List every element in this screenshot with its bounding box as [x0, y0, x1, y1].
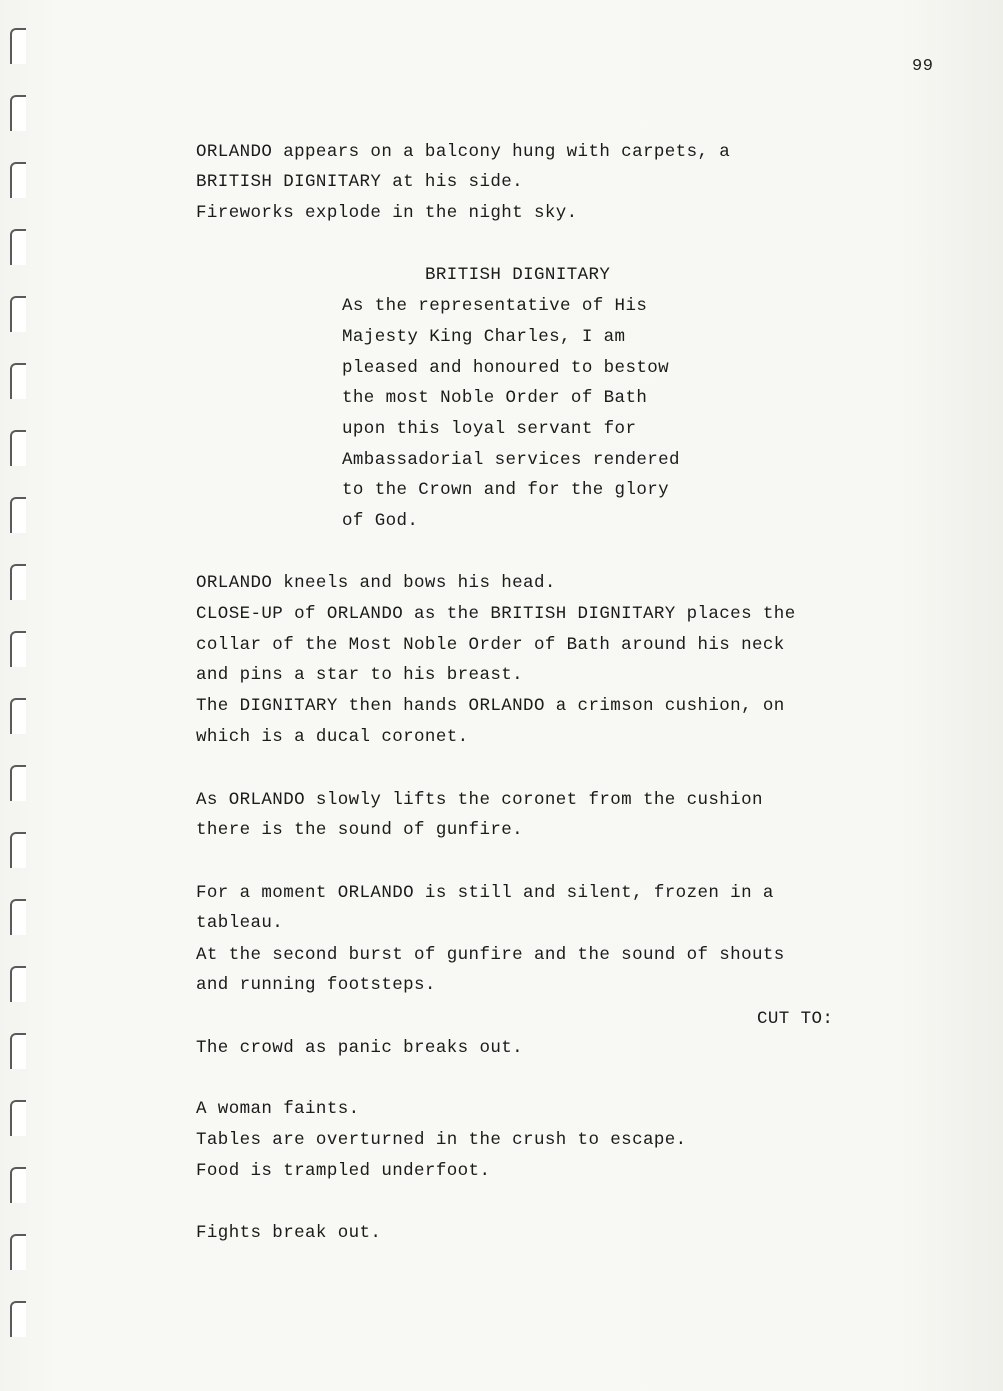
dialogue-line: to the Crown and for the glory: [342, 480, 670, 500]
action-line: For a moment ORLANDO is still and silent, frozen in a: [196, 883, 774, 903]
transition: CUT TO:: [757, 1009, 834, 1029]
action-line: and pins a star to his breast.: [196, 665, 524, 685]
action-line: Fights break out.: [196, 1223, 382, 1243]
binding-hole: [10, 95, 26, 131]
binding-hole: [10, 28, 26, 64]
action-line: which is a ducal coronet.: [196, 727, 469, 747]
action-line: BRITISH DIGNITARY at his side.: [196, 172, 524, 192]
action-line: Tables are overturned in the crush to escape.: [196, 1130, 687, 1150]
binding-hole: [10, 1301, 26, 1337]
dialogue-line: As the representative of His: [342, 296, 648, 316]
action-line: CLOSE-UP of ORLANDO as the BRITISH DIGNITARY places the: [196, 604, 796, 624]
dialogue-line: pleased and honoured to bestow: [342, 358, 670, 378]
action-line: As ORLANDO slowly lifts the coronet from the cushion: [196, 790, 763, 810]
action-line: ORLANDO appears on a balcony hung with carpets, a: [196, 142, 731, 162]
action-line: A woman faints.: [196, 1099, 360, 1119]
action-line: Fireworks explode in the night sky.: [196, 203, 578, 223]
dialogue-line: of God.: [342, 511, 419, 531]
binding-hole: [10, 1100, 26, 1136]
binding-hole: [10, 162, 26, 198]
dialogue-line: Ambassadorial services rendered: [342, 450, 680, 470]
action-line: Food is trampled underfoot.: [196, 1161, 491, 1181]
binding-hole: [10, 363, 26, 399]
binding-hole: [10, 765, 26, 801]
binding-hole: [10, 229, 26, 265]
binding-hole: [10, 430, 26, 466]
spiral-binding: [0, 0, 40, 1391]
binding-hole: [10, 631, 26, 667]
binding-hole: [10, 564, 26, 600]
action-line: there is the sound of gunfire.: [196, 820, 524, 840]
binding-hole: [10, 296, 26, 332]
binding-hole: [10, 1167, 26, 1203]
action-line: and running footsteps.: [196, 975, 436, 995]
action-line: The DIGNITARY then hands ORLANDO a crimson cushion, on: [196, 696, 785, 716]
dialogue-line: Majesty King Charles, I am: [342, 327, 626, 347]
binding-hole: [10, 899, 26, 935]
binding-hole: [10, 698, 26, 734]
dialogue-line: the most Noble Order of Bath: [342, 388, 648, 408]
action-line: tableau.: [196, 913, 284, 933]
binding-hole: [10, 497, 26, 533]
action-line: ORLANDO kneels and bows his head.: [196, 573, 556, 593]
action-line: At the second burst of gunfire and the sound of shouts: [196, 945, 785, 965]
action-line: The crowd as panic breaks out.: [196, 1038, 524, 1058]
character-name: BRITISH DIGNITARY: [425, 265, 611, 285]
dialogue-line: upon this loyal servant for: [342, 419, 637, 439]
binding-hole: [10, 1234, 26, 1270]
binding-hole: [10, 832, 26, 868]
binding-hole: [10, 1033, 26, 1069]
page-number: 99: [912, 57, 934, 76]
action-line: collar of the Most Noble Order of Bath around his neck: [196, 635, 785, 655]
binding-hole: [10, 966, 26, 1002]
